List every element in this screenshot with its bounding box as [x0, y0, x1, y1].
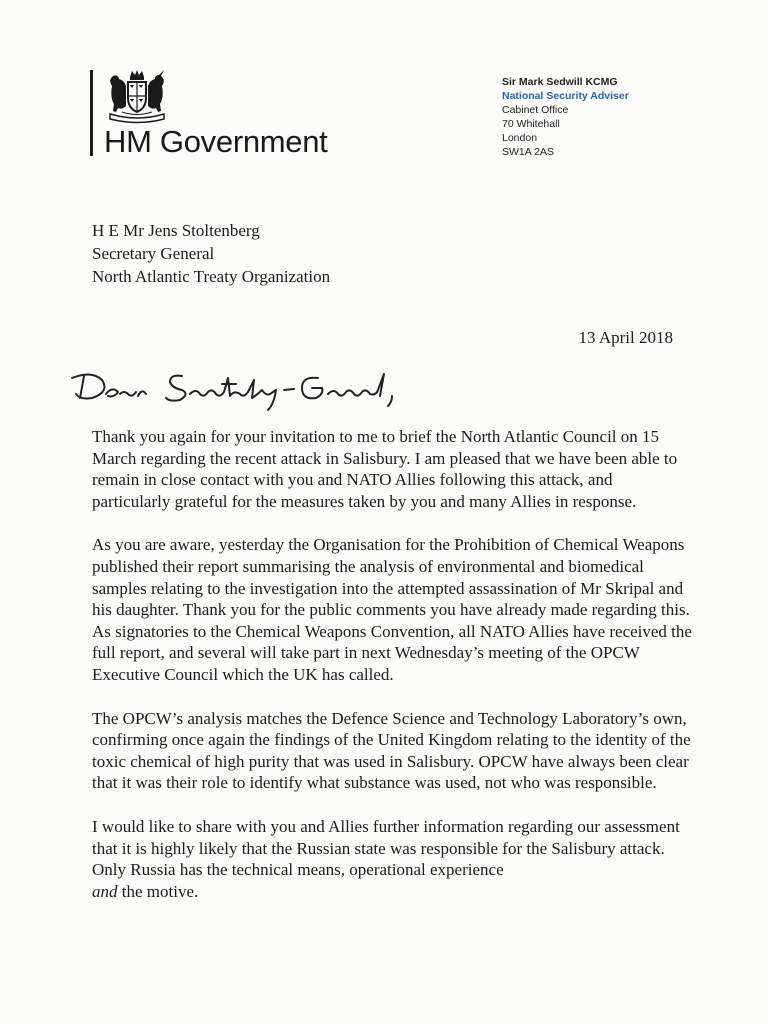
- government-name: HM Government: [104, 124, 328, 159]
- body-text: the motive.: [121, 881, 199, 901]
- recipient-organization: North Atlantic Treaty Organization: [92, 267, 331, 286]
- sender-address-line: London: [502, 132, 538, 144]
- sender-role: National Security Adviser: [502, 90, 629, 102]
- emphasis-text: and: [92, 881, 118, 901]
- letter-body: [92, 426, 692, 924]
- body-paragraph: [92, 816, 692, 902]
- letterhead-rule: [90, 70, 93, 156]
- sender-block: [502, 75, 629, 159]
- body-text: I would like to share with you and Allies further information regarding our assessment that it is highly likely that the Russian state was responsible for the Salisbury attack. Only Russia has the technical means, operational experience: [92, 816, 680, 880]
- recipient-title: Secretary General: [92, 244, 215, 263]
- sender-name: Sir Mark Sedwill KCMG: [502, 76, 618, 88]
- sender-address-line: SW1A 2AS: [502, 146, 554, 158]
- sender-address-line: Cabinet Office: [502, 104, 569, 116]
- recipient-block: [92, 219, 330, 288]
- handwritten-salutation: [62, 364, 422, 416]
- body-paragraph: As you are aware, yesterday the Organisation for the Prohibition of Chemical Weapons published their report summarising the analysis of environmental and biomedical samples relating to the investigation into the attempted assassination of Mr Skripal and his daughter. Thank you for the public comments you have already made regarding this. As signatories to the Chemical Weapons Convention, all NATO Allies have received the full report, and several will take part in next Wednesday’s meeting of the OPCW Executive Council which the UK has called.: [92, 535, 692, 684]
- body-paragraph: Thank you again for your invitation to me to brief the North Atlantic Council on 15 March regarding the recent attack in Salisbury. I am pleased that we have been able to remain in close contact with you and NATO Allies following this attack, and particularly grateful for the measures taken by you and many Allies in response.: [92, 427, 678, 511]
- recipient-name: H E Mr Jens Stoltenberg: [92, 221, 260, 240]
- sender-address-line: 70 Whitehall: [502, 118, 560, 130]
- body-paragraph: The OPCW’s analysis matches the Defence Science and Technology Laboratory’s own, confirming once again the findings of the United Kingdom relating to the identity of the toxic chemical of high purity that was used in Salisbury. OPCW have always been clear that it was their role to identify what substance was used, not who was responsible.: [92, 708, 691, 793]
- royal-coat-of-arms-icon: [104, 68, 170, 124]
- letter-date: 13 April 2018: [578, 328, 673, 347]
